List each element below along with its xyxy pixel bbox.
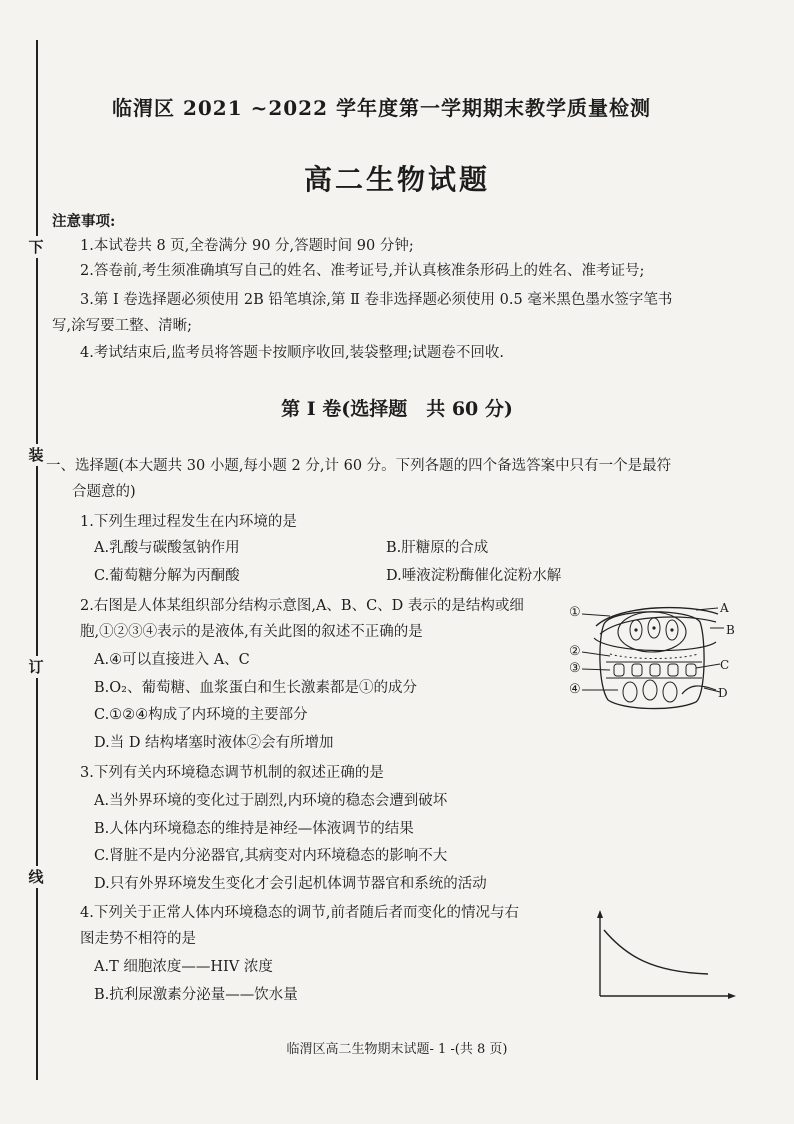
option-3b: B.人体内环境稳态的维持是神经—体液调节的结果 <box>94 821 414 837</box>
notes-heading: 注意事项: <box>52 213 116 230</box>
figure-label-4: ④ <box>569 682 581 697</box>
option-1a: A.乳酸与碳酸氢钠作用 <box>94 540 240 556</box>
exam-title: 临渭区 2021 ~2022 学年度第一学期期末教学质量检测 <box>112 96 651 120</box>
option-2d: D.当 D 结构堵塞时液体②会有所增加 <box>94 735 334 751</box>
trend-curve <box>604 930 708 974</box>
binding-char-xian: 线 <box>18 866 54 888</box>
option-1b: B.肝糖原的合成 <box>386 540 489 556</box>
binding-char-ding: 订 <box>18 656 54 678</box>
section-title: 第 Ⅰ 卷(选择题 共 60 分) <box>281 398 513 420</box>
figure-label-d: D <box>718 686 728 700</box>
question-stem-2: 2.右图是人体某组织部分结构示意图,A、B、C、D 表示的是结构或细 <box>80 598 524 614</box>
option-2c: C.①②④构成了内环境的主要部分 <box>94 707 308 723</box>
note-item: 1.本试卷共 8 页,全卷满分 90 分,答题时间 90 分钟; <box>80 238 414 254</box>
binding-char-xia: 下 <box>18 236 54 258</box>
figure-label-2: ② <box>569 644 581 659</box>
note-item: 4.考试结束后,监考员将答题卡按顺序收回,装袋整理;试题卷不回收. <box>80 345 505 361</box>
section-intro: 合题意的) <box>72 484 136 500</box>
question-stem-4: 图走势不相符的是 <box>80 931 196 947</box>
option-2b: B.O₂、葡萄糖、血浆蛋白和生长激素都是①的成分 <box>94 680 417 696</box>
trend-graph <box>596 910 736 1000</box>
note-item: 写,涂写要工整、清晰; <box>52 318 192 334</box>
subject-title: 高二生物试题 <box>303 163 490 196</box>
question-stem-3: 3.下列有关内环境稳态调节机制的叙述正确的是 <box>80 765 384 781</box>
figure-label-c: C <box>720 658 730 672</box>
tissue-diagram <box>570 598 730 718</box>
section-intro: 一、选择题(本大题共 30 小题,每小题 2 分,计 60 分。下列各题的四个备选答案中只有一个是最符 <box>46 458 672 474</box>
note-item: 3.第 Ⅰ 卷选择题必须使用 2B 铅笔填涂,第 Ⅱ 卷非选择题必须使用 0.5 毫米黑色墨水签字笔书 <box>80 292 673 308</box>
figure-label-a: A <box>720 601 729 615</box>
note-item: 2.答卷前,考生须准确填写自己的姓名、准考证号,并认真核准条形码上的姓名、准考证号; <box>80 263 645 279</box>
option-4b: B.抗利尿激素分泌量——饮水量 <box>94 987 298 1003</box>
figure-label-3: ③ <box>569 661 581 676</box>
page-footer: 临渭区高二生物期末试题- 1 -(共 8 页) <box>286 1042 508 1057</box>
option-3c: C.肾脏不是内分泌器官,其病变对内环境稳态的影响不大 <box>94 848 448 864</box>
question-stem-1: 1.下列生理过程发生在内环境的是 <box>80 514 297 530</box>
option-1d: D.唾液淀粉酶催化淀粉水解 <box>386 568 562 584</box>
question-stem-4: 4.下列关于正常人体内环境稳态的调节,前者随后者而变化的情况与右 <box>80 905 519 921</box>
option-3d: D.只有外界环境发生变化才会引起机体调节器官和系统的活动 <box>94 876 487 892</box>
question-stem-2: 胞,①②③④表示的是液体,有关此图的叙述不正确的是 <box>80 624 423 640</box>
binding-char-zhuang: 装 <box>18 444 54 466</box>
option-1c: C.葡萄糖分解为丙酮酸 <box>94 568 240 584</box>
option-4a: A.T 细胞浓度——HIV 浓度 <box>94 959 273 975</box>
x-axis-arrow-icon <box>728 993 736 999</box>
figure-label-b: B <box>726 623 735 637</box>
option-2a: A.④可以直接进入 A、C <box>94 652 250 668</box>
figure-label-1: ① <box>569 605 581 620</box>
y-axis-arrow-icon <box>597 910 603 918</box>
option-3a: A.当外界环境的变化过于剧烈,内环境的稳态会遭到破坏 <box>94 793 448 809</box>
